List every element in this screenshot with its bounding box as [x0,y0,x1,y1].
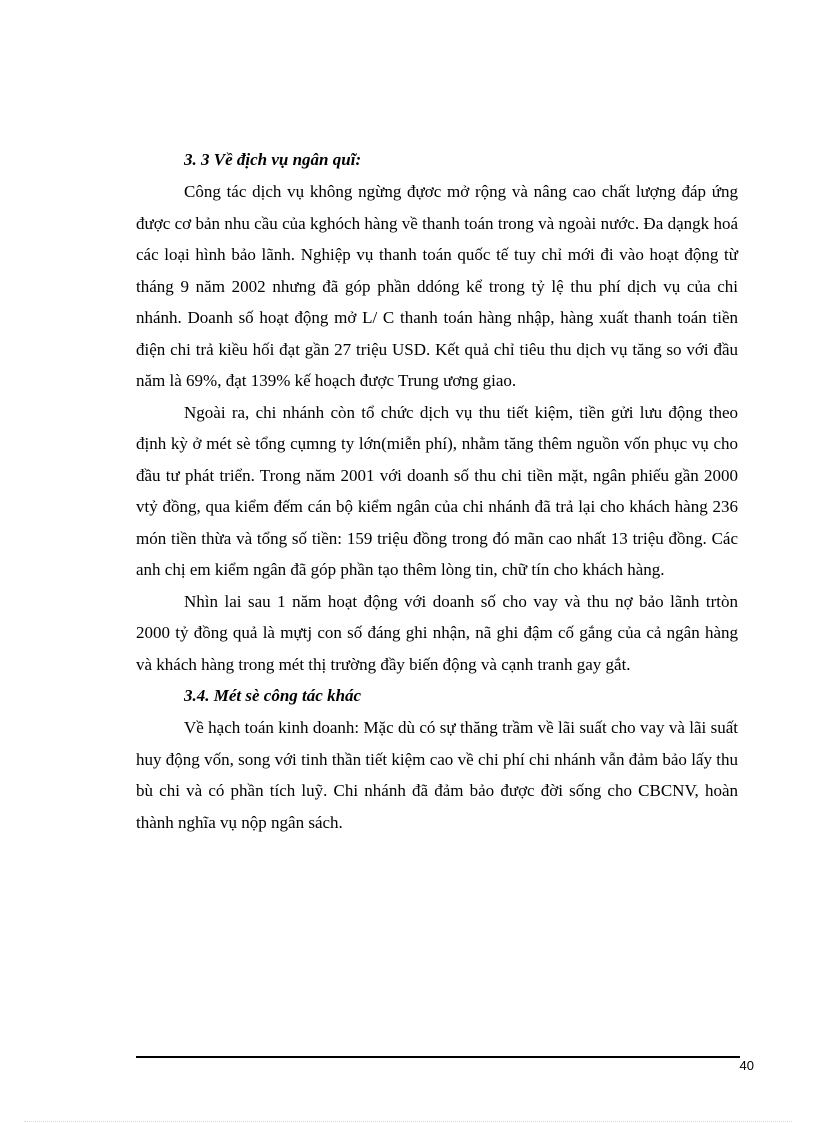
footer-divider [136,1056,740,1058]
page-bottom-edge [24,1121,792,1122]
paragraph-service-expansion: Công tác dịch vụ không ngừng đựơc mở rộng và nâng cao chất lượng đáp ứng được cơ bản nhu cầu của kghóch hàng về thanh toán trong và ngoài nước. Đa dạngk hoá các loại hình bảo lãnh. Nghiệp vụ thanh toán quốc tế tuy chỉ mới đi vào hoạt động từ tháng 9 năm 2002 nhưng đã góp phần ddóng kể trong tỷ lệ thu phí dịch vụ của chi nhánh. Doanh số hoạt động mở L/ C thanh toán hàng nhập, hàng xuất thanh toán tiền điện chi trả kiều hối đạt gần 27 triệu USD. Kết quả chỉ tiêu thu dịch vụ tăng so với đầu năm là 69%, đạt 139% kế hoạch được Trung ương giao. [136,182,738,390]
page-number: 40 [739,1058,754,1073]
paragraph-savings-service: Ngoài ra, chi nhánh còn tổ chức dịch vụ thu tiết kiệm, tiền gửi lưu động theo định kỳ ở mét sè tổng cụmng ty lớn(miễn phí), nhằm tăng thêm nguồn vốn phục vụ cho đầu tư phát triển. Trong năm 2001 với doanh số thu chi tiền mặt, ngân phiếu gần 2000 vtỷ đồng, qua kiểm đếm cán bộ kiểm ngân của chi nhánh đã trả lại cho khách hàng 236 món tiền thừa và tổng số tiền: 159 triệu đồng trong đó mãn cao nhất 13 triệu đồng. Các anh chị em kiểm ngân đã góp phần tạo thêm lòng tin, chữ tín cho khách hàng. [136,402,738,579]
paragraph-year-review: Nhìn lai sau 1 năm hoạt động với doanh số cho vay và thu nợ bảo lãnh trtòn 2000 tỷ đồng quả là mựtj con số đáng ghi nhận, nã ghi đậm cố gắng của cả ngân hàng và khách hàng trong mét thị trường đầy biến động và cạnh tranh gay gắt. [136,591,738,674]
section-heading-3-4: 3.4. Mét sè công tác khác [184,686,362,705]
page-content [136,144,738,838]
section-heading-3-3: 3. 3 Về địch vụ ngân quĩ: [184,150,362,169]
paragraph-business-accounting: Về hạch toán kinh doanh: Mặc dù có sự thăng trầm về lãi suất cho vay và lãi suất huy động vốn, song với tinh thần tiết kiệm cao về chi phí chi nhánh vẫn đảm bảo lấy thu bù chi và có phần tích luỹ. Chi nhánh đã đảm bảo được đời sống cho CBCNV, hoàn thành nghĩa vụ nộp ngân sách. [136,718,738,832]
